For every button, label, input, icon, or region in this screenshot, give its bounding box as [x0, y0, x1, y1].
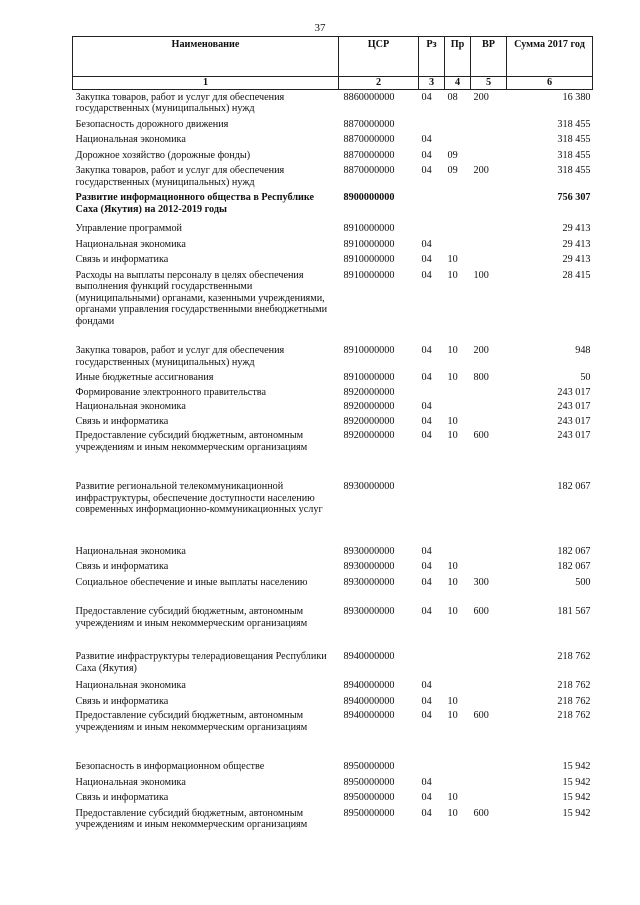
cell-rz: 04 [421, 134, 432, 145]
cell-name: Развитие инфраструктуры телерадиовещания Республики Саха (Якутия) [75, 651, 327, 674]
cell-vr [471, 115, 507, 131]
cell-vr [471, 773, 507, 789]
table-row [73, 327, 593, 368]
cell-vr: 600 [473, 710, 489, 721]
cell-csr: 8950000000 [343, 761, 395, 772]
cell-name: Связь и информатика [75, 254, 169, 265]
cell-rz: 04 [421, 576, 432, 588]
cell-pr: 10 [447, 561, 458, 572]
page-number: 37 [314, 22, 326, 34]
cell-name: Безопасность в информационном обществе [75, 761, 265, 772]
table-row [73, 413, 593, 428]
table-row [73, 250, 593, 266]
cell-csr: 8870000000 [343, 165, 395, 176]
cell-csr: 8870000000 [343, 118, 395, 130]
cell-sum: 29 413 [562, 238, 591, 250]
cell-rz: 04 [421, 254, 432, 265]
cell-csr: 8920000000 [343, 430, 395, 441]
cell-vr [471, 215, 507, 235]
cell-pr [445, 674, 471, 692]
header-vr: ВР [471, 37, 507, 77]
cell-pr: 10 [447, 254, 458, 265]
cell-sum: 243 017 [557, 401, 591, 412]
cell-sum: 218 762 [557, 695, 591, 707]
cell-pr: 10 [447, 345, 458, 356]
cell-rz [419, 453, 445, 516]
cell-name: Связь и информатика [75, 695, 169, 707]
cell-pr: 10 [447, 792, 458, 803]
cell-rz: 04 [421, 269, 432, 281]
cell-pr: 09 [447, 149, 458, 161]
cell-csr: 8950000000 [343, 792, 395, 803]
table-row [73, 130, 593, 146]
cell-pr: 10 [447, 372, 458, 383]
cell-pr: 10 [447, 415, 458, 427]
cell-name: Закупка товаров, работ и услуг для обеспечения государственных (муниципальных) нужд [75, 91, 285, 114]
cell-csr: 8930000000 [343, 481, 395, 492]
cell-rz: 04 [421, 710, 432, 721]
cell-name: Национальная экономика [75, 238, 186, 250]
cell-vr: 200 [473, 165, 489, 176]
cell-pr [445, 516, 471, 558]
cell-pr [445, 188, 471, 215]
cell-rz: 04 [421, 695, 432, 707]
cell-name: Связь и информатика [75, 415, 169, 427]
cell-sum: 243 017 [557, 415, 591, 427]
header-rz: Рз [419, 37, 445, 77]
cell-sum: 756 307 [557, 192, 591, 203]
cell-csr: 8910000000 [343, 254, 395, 265]
table-row [73, 557, 593, 573]
cell-name: Предоставление субсидий бюджетным, автономным учреждениям и иным некоммерческим организациям [75, 606, 308, 629]
table-row [73, 453, 593, 516]
cell-sum: 29 413 [562, 254, 591, 265]
cell-vr [471, 146, 507, 162]
cell-name: Социальное обеспечение и иные выплаты населению [75, 576, 308, 588]
header-pr: Пр [445, 37, 471, 77]
header-csr: ЦСР [339, 37, 419, 77]
cell-sum: 15 942 [562, 761, 591, 772]
cell-pr: 10 [447, 710, 458, 721]
cell-name: Национальная экономика [75, 776, 186, 788]
cell-sum: 182 067 [557, 481, 591, 492]
cell-sum: 318 455 [557, 165, 591, 176]
cell-csr: 8940000000 [343, 680, 395, 691]
cell-vr: 600 [473, 430, 489, 441]
cell-sum: 182 067 [557, 545, 591, 557]
cell-name: Формирование электронного правительства [75, 386, 266, 398]
table-row [73, 804, 593, 831]
cell-sum: 15 942 [562, 807, 591, 819]
cell-rz [419, 188, 445, 215]
cell-pr [445, 773, 471, 789]
cell-pr [445, 398, 471, 413]
cell-rz: 04 [421, 165, 432, 176]
table-row [73, 89, 593, 115]
cell-rz [419, 384, 445, 399]
cell-pr [445, 130, 471, 146]
cell-rz: 04 [421, 430, 432, 441]
cell-name: Развитие информационного общества в Республике Саха (Якутия) на 2012-2019 годы [75, 192, 315, 215]
cell-pr [445, 733, 471, 773]
cell-vr: 300 [473, 576, 489, 588]
table-row [73, 266, 593, 328]
cell-name: Предоставление субсидий бюджетным, автономным учреждениям и иным некоммерческим организациям [75, 430, 308, 453]
cell-sum: 243 017 [557, 430, 591, 441]
table-row [73, 188, 593, 215]
cell-rz: 04 [421, 561, 432, 572]
cell-rz [419, 629, 445, 674]
cell-sum: 181 567 [557, 606, 591, 617]
cell-vr: 600 [473, 606, 489, 617]
cell-name: Национальная экономика [75, 680, 186, 691]
cell-rz: 04 [421, 606, 432, 617]
header-number-5: 5 [471, 77, 507, 90]
cell-vr [471, 516, 507, 558]
cell-csr: 8870000000 [343, 149, 395, 161]
cell-csr: 8940000000 [343, 695, 395, 707]
table-body [73, 89, 593, 831]
cell-name: Управление программой [75, 223, 183, 234]
cell-rz: 04 [421, 807, 432, 819]
cell-pr [445, 384, 471, 399]
cell-sum: 182 067 [557, 561, 591, 572]
cell-sum: 15 942 [562, 792, 591, 803]
cell-rz [419, 733, 445, 773]
cell-rz [419, 215, 445, 235]
table-row [73, 368, 593, 384]
cell-pr [445, 453, 471, 516]
cell-csr: 8910000000 [343, 372, 395, 383]
cell-sum: 948 [575, 345, 591, 356]
cell-sum: 318 455 [557, 118, 591, 130]
cell-name: Предоставление субсидий бюджетным, автономным учреждениям и иным некоммерческим организациям [75, 807, 308, 830]
cell-sum: 218 762 [557, 680, 591, 691]
cell-vr: 200 [473, 345, 489, 356]
cell-csr: 8930000000 [343, 545, 395, 557]
table-row [73, 733, 593, 773]
cell-sum: 29 413 [562, 223, 591, 234]
cell-pr [445, 629, 471, 674]
cell-sum: 218 762 [557, 651, 591, 662]
table-row [73, 398, 593, 413]
cell-csr: 8910000000 [343, 345, 395, 356]
cell-rz [419, 115, 445, 131]
cell-name: Связь и информатика [75, 792, 169, 803]
cell-pr: 10 [447, 606, 458, 617]
cell-vr [471, 453, 507, 516]
cell-name: Закупка товаров, работ и услуг для обеспечения государственных (муниципальных) нужд [75, 165, 285, 188]
cell-rz: 04 [421, 792, 432, 803]
cell-pr: 10 [447, 576, 458, 588]
cell-csr: 8860000000 [343, 91, 395, 103]
header-number-6: 6 [507, 77, 593, 90]
cell-name: Иные бюджетные ассигнования [75, 372, 214, 383]
table-row [73, 215, 593, 235]
cell-pr: 09 [447, 165, 458, 176]
cell-vr [471, 250, 507, 266]
cell-name: Безопасность дорожного движения [75, 118, 229, 130]
cell-name: Закупка товаров, работ и услуг для обеспечения государственных (муниципальных) нужд [75, 345, 285, 368]
cell-sum: 28 415 [562, 269, 591, 281]
cell-vr [471, 413, 507, 428]
cell-sum: 243 017 [557, 386, 591, 398]
table-row [73, 629, 593, 674]
header-number-4: 4 [445, 77, 471, 90]
cell-pr: 10 [447, 807, 458, 819]
header-sum: Сумма 2017 год [507, 37, 593, 77]
cell-rz: 04 [421, 415, 432, 427]
table-row [73, 588, 593, 629]
cell-csr: 8870000000 [343, 134, 395, 145]
cell-rz: 04 [421, 680, 432, 691]
header-number-1: 1 [73, 77, 339, 90]
cell-vr [471, 674, 507, 692]
cell-vr [471, 692, 507, 708]
cell-csr: 8920000000 [343, 401, 395, 412]
table-row [73, 427, 593, 453]
cell-csr: 8910000000 [343, 238, 395, 250]
cell-vr [471, 130, 507, 146]
cell-csr: 8940000000 [343, 651, 395, 662]
cell-sum: 500 [575, 576, 591, 588]
cell-vr [471, 788, 507, 804]
table-row [73, 773, 593, 789]
cell-rz: 04 [421, 776, 432, 788]
cell-vr [471, 235, 507, 251]
table-row [73, 692, 593, 708]
cell-pr: 10 [447, 430, 458, 441]
cell-csr: 8950000000 [343, 776, 395, 788]
cell-pr [445, 115, 471, 131]
cell-vr [471, 384, 507, 399]
cell-name: Национальная экономика [75, 545, 186, 557]
cell-csr: 8950000000 [343, 807, 395, 819]
cell-vr: 100 [473, 269, 489, 281]
cell-vr [471, 733, 507, 773]
table-row [73, 235, 593, 251]
table-header [73, 37, 593, 90]
table-row [73, 674, 593, 692]
budget-table [72, 36, 593, 831]
cell-name: Дорожное хозяйство (дорожные фонды) [75, 149, 251, 161]
cell-pr [445, 235, 471, 251]
table-row [73, 384, 593, 399]
cell-sum: 218 762 [557, 710, 591, 721]
table-row [73, 516, 593, 558]
cell-rz: 04 [421, 238, 432, 250]
cell-rz: 04 [421, 401, 432, 412]
cell-vr [471, 557, 507, 573]
cell-csr: 8930000000 [343, 576, 395, 588]
cell-csr: 8920000000 [343, 386, 395, 398]
cell-vr: 800 [473, 372, 489, 383]
cell-pr [445, 215, 471, 235]
cell-sum: 16 380 [562, 91, 591, 103]
cell-csr: 8900000000 [343, 192, 395, 203]
cell-sum: 50 [580, 372, 591, 383]
cell-pr: 10 [447, 695, 458, 707]
cell-csr: 8910000000 [343, 223, 395, 234]
cell-vr [471, 188, 507, 215]
cell-name: Предоставление субсидий бюджетным, автономным учреждениям и иным некоммерческим организациям [75, 710, 308, 733]
cell-rz: 04 [421, 545, 432, 557]
cell-pr: 08 [447, 91, 458, 103]
cell-rz: 04 [421, 91, 432, 103]
cell-name: Национальная экономика [75, 401, 186, 412]
cell-rz: 04 [421, 372, 432, 383]
table-row [73, 115, 593, 131]
cell-vr: 200 [473, 91, 489, 103]
cell-csr: 8910000000 [343, 269, 395, 281]
cell-name: Связь и информатика [75, 561, 169, 572]
cell-csr: 8940000000 [343, 710, 395, 721]
cell-name: Развитие региональной телекоммуникационной инфраструктуры, обеспечение доступности населению современных информационно-коммуникационных услуг [75, 481, 323, 515]
header-number-2: 2 [339, 77, 419, 90]
cell-rz: 04 [421, 149, 432, 161]
cell-vr [471, 629, 507, 674]
cell-pr: 10 [447, 269, 458, 281]
cell-vr: 600 [473, 807, 489, 819]
cell-csr: 8930000000 [343, 606, 395, 617]
cell-sum: 318 455 [557, 134, 591, 145]
cell-sum: 318 455 [557, 149, 591, 161]
table-row [73, 788, 593, 804]
cell-name: Расходы на выплаты персоналу в целях обеспечения выполнения функций государственными (муниципальными) органами, казенными учреждениями, органами управления государственными внебюджетными фондами [75, 269, 328, 327]
cell-sum: 15 942 [562, 776, 591, 788]
cell-csr: 8920000000 [343, 415, 395, 427]
cell-name: Национальная экономика [75, 134, 186, 145]
cell-rz: 04 [421, 345, 432, 356]
cell-csr: 8930000000 [343, 561, 395, 572]
table-row [73, 161, 593, 188]
table-row [73, 707, 593, 733]
table-row [73, 573, 593, 589]
header-name: Наименование [73, 37, 339, 77]
table-row [73, 146, 593, 162]
cell-vr [471, 398, 507, 413]
header-number-3: 3 [419, 77, 445, 90]
